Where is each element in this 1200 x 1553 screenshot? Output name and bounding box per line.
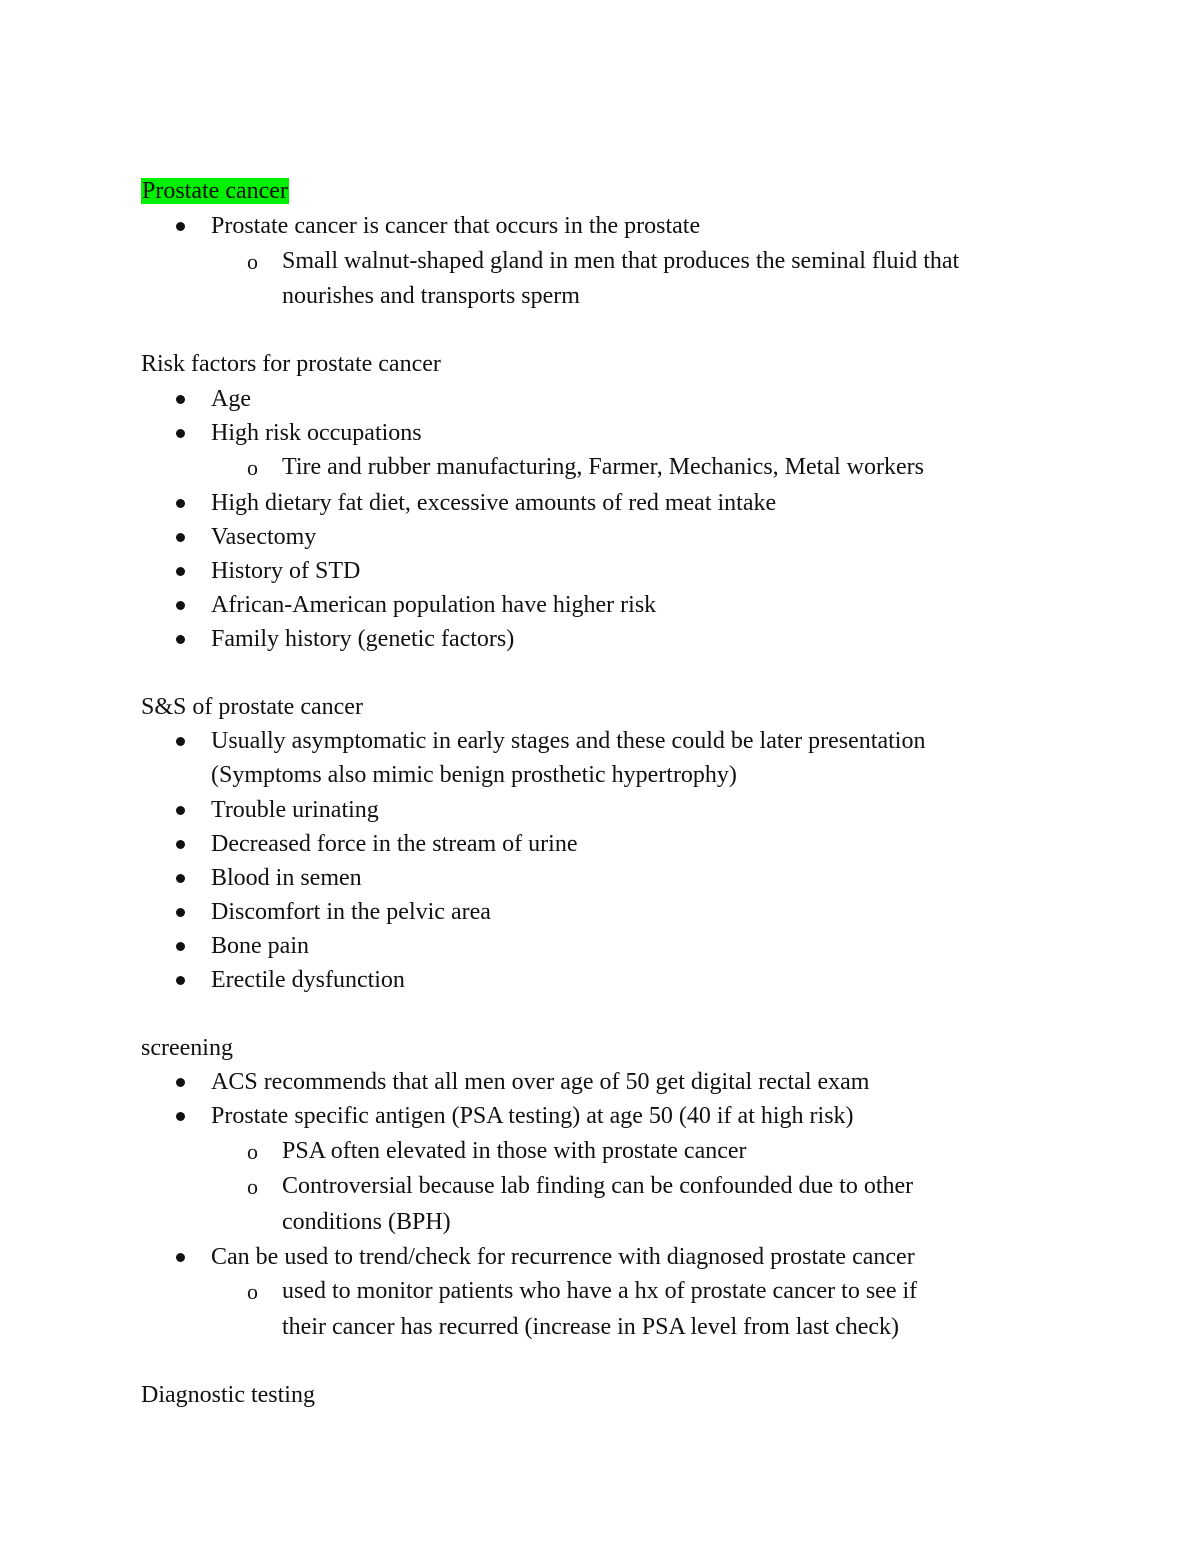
bullet-icon <box>176 499 185 508</box>
bullet-icon <box>176 976 185 985</box>
list-item: Decreased force in the stream of urine <box>211 831 578 857</box>
sub-bullet-icon: o <box>247 1174 258 1199</box>
bullet-icon <box>176 533 185 542</box>
sub-bullet-icon: o <box>247 1279 258 1304</box>
bullet-icon <box>176 908 185 917</box>
bullet-icon <box>176 806 185 815</box>
list-item: Trouble urinating <box>211 797 379 823</box>
sub-bullet-icon: o <box>247 1139 258 1164</box>
list-item: High dietary fat diet, excessive amounts of red meat intake <box>211 490 777 516</box>
list-item: High risk occupations <box>211 420 422 446</box>
bullet-icon <box>176 840 185 849</box>
section-heading: Diagnostic testing <box>141 1382 315 1408</box>
bullet-icon <box>176 1253 185 1262</box>
bullet-icon <box>176 567 185 576</box>
bullet-icon <box>176 737 185 746</box>
list-item: Prostate cancer is cancer that occurs in the prostate <box>211 213 701 239</box>
section-heading: S&S of prostate cancer <box>141 694 363 720</box>
list-item-continued: (Symptoms also mimic benign prosthetic hypertrophy) <box>211 762 737 788</box>
bullet-icon <box>176 942 185 951</box>
list-item: Family history (genetic factors) <box>211 626 515 652</box>
list-item: African-American population have higher risk <box>211 592 657 618</box>
list-item: Blood in semen <box>211 865 362 891</box>
section-heading <box>141 176 289 206</box>
bullet-icon <box>176 429 185 438</box>
list-item: History of STD <box>211 558 361 584</box>
list-item: Age <box>211 386 251 412</box>
bullet-icon <box>176 601 185 610</box>
list-item: ACS recommends that all men over age of 50 get digital rectal exam <box>211 1069 870 1095</box>
list-item: Vasectomy <box>211 524 317 550</box>
sub-list-item: PSA often elevated in those with prostate cancer <box>282 1138 747 1164</box>
bullet-icon <box>176 1078 185 1087</box>
list-item: Bone pain <box>211 933 309 959</box>
bullet-icon <box>176 874 185 883</box>
section-heading: Risk factors for prostate cancer <box>141 351 441 377</box>
list-item: Usually asymptomatic in early stages and these could be later presentation <box>211 728 926 754</box>
highlighted-heading: Prostate cancer <box>142 178 288 204</box>
sub-list-item: Tire and rubber manufacturing, Farmer, Mechanics, Metal workers <box>282 454 924 480</box>
sub-list-item-continued: their cancer has recurred (increase in PSA level from last check) <box>282 1314 900 1340</box>
bullet-icon <box>176 635 185 644</box>
sub-list-item-continued: conditions (BPH) <box>282 1209 451 1235</box>
bullet-icon <box>176 1112 185 1121</box>
bullet-icon <box>176 222 185 231</box>
list-item: Discomfort in the pelvic area <box>211 899 491 925</box>
bullet-icon <box>176 395 185 404</box>
list-item: Prostate specific antigen (PSA testing) at age 50 (40 if at high risk) <box>211 1103 854 1129</box>
section-heading: screening <box>141 1035 233 1061</box>
sub-list-item: Small walnut-shaped gland in men that produces the seminal fluid that <box>282 248 960 274</box>
sub-list-item: used to monitor patients who have a hx of prostate cancer to see if <box>282 1278 918 1304</box>
list-item: Can be used to trend/check for recurrence with diagnosed prostate cancer <box>211 1244 915 1270</box>
list-item: Erectile dysfunction <box>211 967 405 993</box>
sub-list-item: Controversial because lab finding can be confounded due to other <box>282 1173 914 1199</box>
sub-list-item-continued: nourishes and transports sperm <box>282 283 580 309</box>
sub-bullet-icon: o <box>247 455 258 480</box>
sub-bullet-icon: o <box>247 249 258 274</box>
